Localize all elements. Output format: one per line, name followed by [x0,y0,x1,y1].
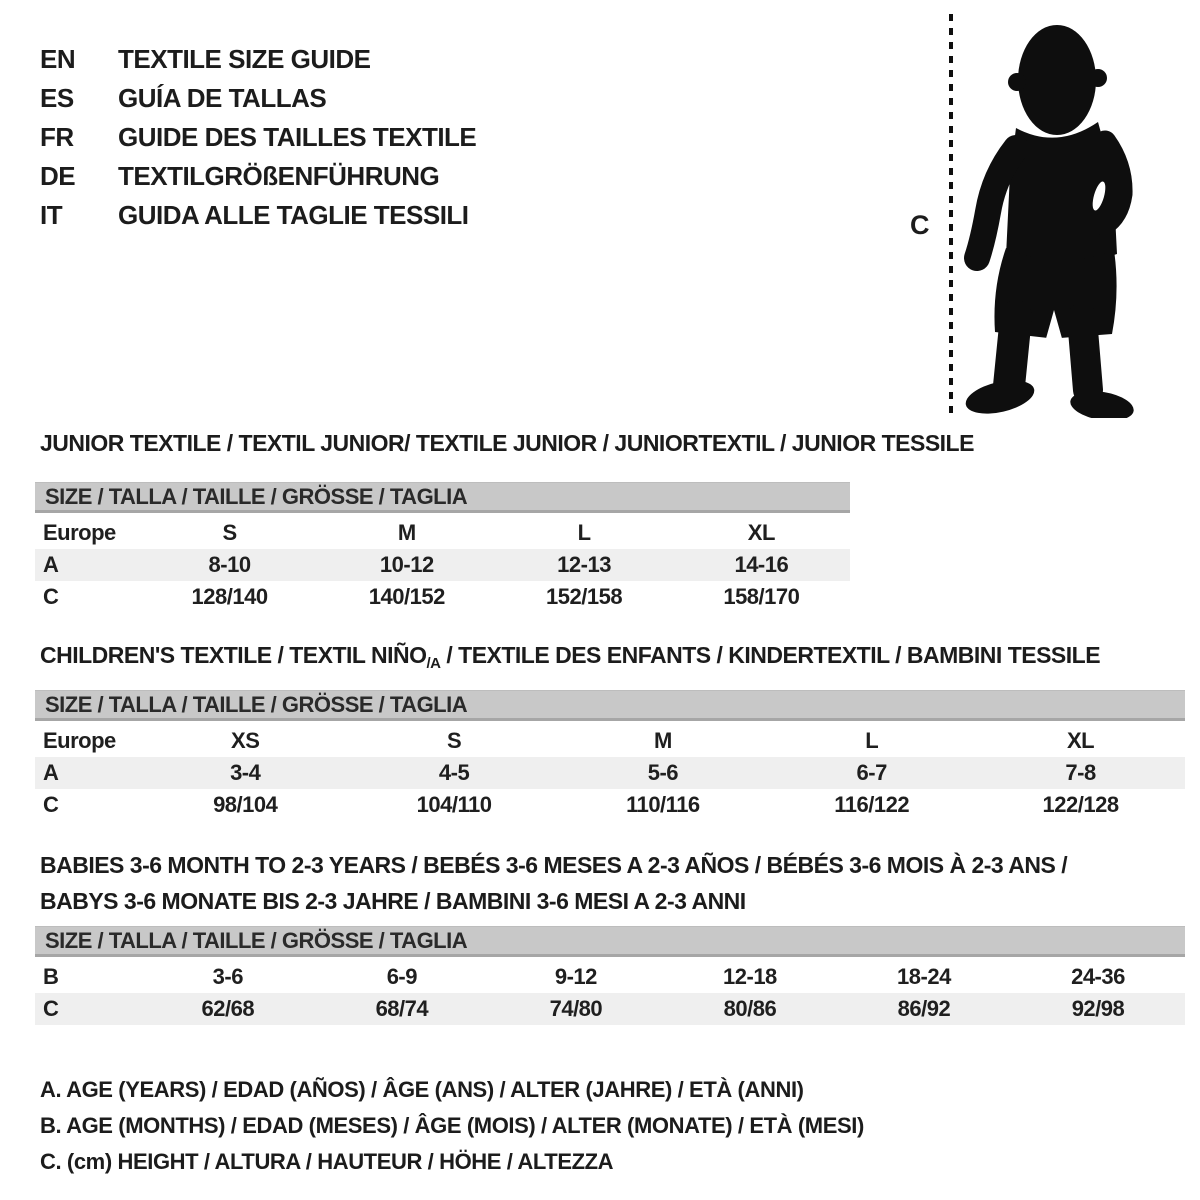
babies-section-title [40,847,1067,919]
table-cell: 158/170 [723,584,800,609]
table-cell: L [865,728,879,753]
table-row [35,757,1185,789]
table-cell: 80/86 [663,993,837,1025]
language-row [40,196,476,235]
table-cell: 5-6 [558,757,767,789]
table-cell: S [446,728,462,753]
table-cell: S [222,520,237,545]
table-row [35,961,1185,993]
children-section-title [40,642,1100,672]
language-row [40,79,476,118]
language-code: ES [40,83,74,113]
table-cell: 14-16 [673,549,850,581]
row-label: B [43,964,59,989]
junior-section-title: JUNIOR TEXTILE / TEXTIL JUNIOR/ TEXTILE JUNIOR / JUNIORTEXTIL / JUNIOR TESSILE [40,430,974,456]
row-label: C [43,584,59,609]
language-row [40,40,476,79]
language-guide-list [40,40,476,235]
table-cell: L [577,520,591,545]
table-cell: 86/92 [837,993,1011,1025]
table-row [35,517,850,549]
language-label: GUIDE DES TAILLES TEXTILE [118,122,477,152]
language-code: FR [40,122,74,152]
height-label-c: C [910,210,930,240]
junior-table [35,517,850,613]
row-label: Europe [43,520,116,545]
footnote-c: C. (cm) HEIGHT / ALTURA / HAUTEUR / HÖHE / ALTEZZA [40,1149,614,1174]
table-cell: 104/110 [416,792,492,817]
children-title-text: / TEXTILE DES ENFANTS / KINDERTEXTIL / BAMBINI TESSILE [440,642,1101,668]
table-cell: M [397,520,416,545]
table-cell: 128/140 [191,584,268,609]
footnote-a: A. AGE (YEARS) / EDAD (AÑOS) / ÂGE (ANS) / ALTER (JAHRE) / ETÀ (ANNI) [40,1077,804,1102]
footnotes [40,1072,864,1180]
language-label: GUIDA ALLE TAGLIE TESSILI [118,200,469,230]
language-label: TEXTILE SIZE GUIDE [118,44,371,74]
table-cell: 92/98 [1011,993,1185,1025]
table-row [35,789,1185,821]
table-row [35,725,1185,757]
row-label: A [35,757,141,789]
table-cell: 98/104 [213,792,278,817]
row-label: Europe [43,728,116,753]
children-table [35,725,1185,821]
table-cell: 9-12 [554,964,597,989]
children-title-subscript: /A [426,655,441,672]
table-cell: 152/158 [546,584,623,609]
language-code: IT [40,200,63,230]
height-measure-dotted-line [949,14,953,418]
table-cell: 6-9 [386,964,417,989]
table-cell: XL [1066,728,1095,753]
size-table-header: SIZE / TALLA / TAILLE / GRÖSSE / TAGLIA [35,926,1185,957]
junior-size-table [35,482,850,613]
table-row [35,549,850,581]
table-row [35,993,1185,1025]
table-cell: XL [747,520,775,545]
row-label: C [35,993,141,1025]
table-cell: 116/122 [834,792,910,817]
table-cell: 74/80 [489,993,663,1025]
table-cell: XS [231,728,260,753]
language-code: EN [40,44,76,74]
table-row [35,581,850,613]
table-cell: 12-18 [723,964,777,989]
language-code: DE [40,161,76,191]
language-label: GUÍA DE TALLAS [118,83,327,113]
language-label: TEXTILGRÖßENFÜHRUNG [118,161,440,191]
table-cell: 8-10 [141,549,318,581]
row-label: A [35,549,141,581]
table-cell: 24-36 [1071,964,1125,989]
baby-silhouette [962,16,1140,418]
table-cell: 122/128 [1042,792,1119,817]
babies-size-table [35,926,1185,1025]
language-row [40,118,476,157]
table-cell: 68/74 [315,993,489,1025]
table-cell: 110/116 [626,792,700,817]
table-cell: 140/152 [368,584,445,609]
footnote-b: B. AGE (MONTHS) / EDAD (MESES) / ÂGE (MOIS) / ALTER (MONATE) / ETÀ (MESI) [40,1113,864,1138]
table-cell: 18-24 [897,964,951,989]
table-cell: 7-8 [976,757,1185,789]
size-table-header: SIZE / TALLA / TAILLE / GRÖSSE / TAGLIA [35,482,850,513]
children-title-text: CHILDREN'S TEXTILE / TEXTIL NIÑO [40,642,427,668]
size-table-header: SIZE / TALLA / TAILLE / GRÖSSE / TAGLIA [35,690,1185,721]
table-cell: 3-4 [141,757,350,789]
table-cell: 62/68 [141,993,315,1025]
children-size-table [35,690,1185,821]
row-label: C [43,792,59,817]
babies-title-line2: BABYS 3-6 MONATE BIS 2-3 JAHRE / BAMBINI 3-6 MESI A 2-3 ANNI [40,888,746,914]
table-cell: 6-7 [767,757,976,789]
table-cell: 3-6 [212,964,243,989]
babies-title-line1: BABIES 3-6 MONTH TO 2-3 YEARS / BEBÉS 3-6 MESES A 2-3 AÑOS / BÉBÉS 3-6 MOIS À 2-3 ANS / [40,852,1068,878]
table-cell: 4-5 [350,757,559,789]
table-cell: 12-13 [495,549,672,581]
language-row [40,157,476,196]
babies-table [35,961,1185,1025]
table-cell: 10-12 [318,549,495,581]
table-cell: M [653,728,672,753]
